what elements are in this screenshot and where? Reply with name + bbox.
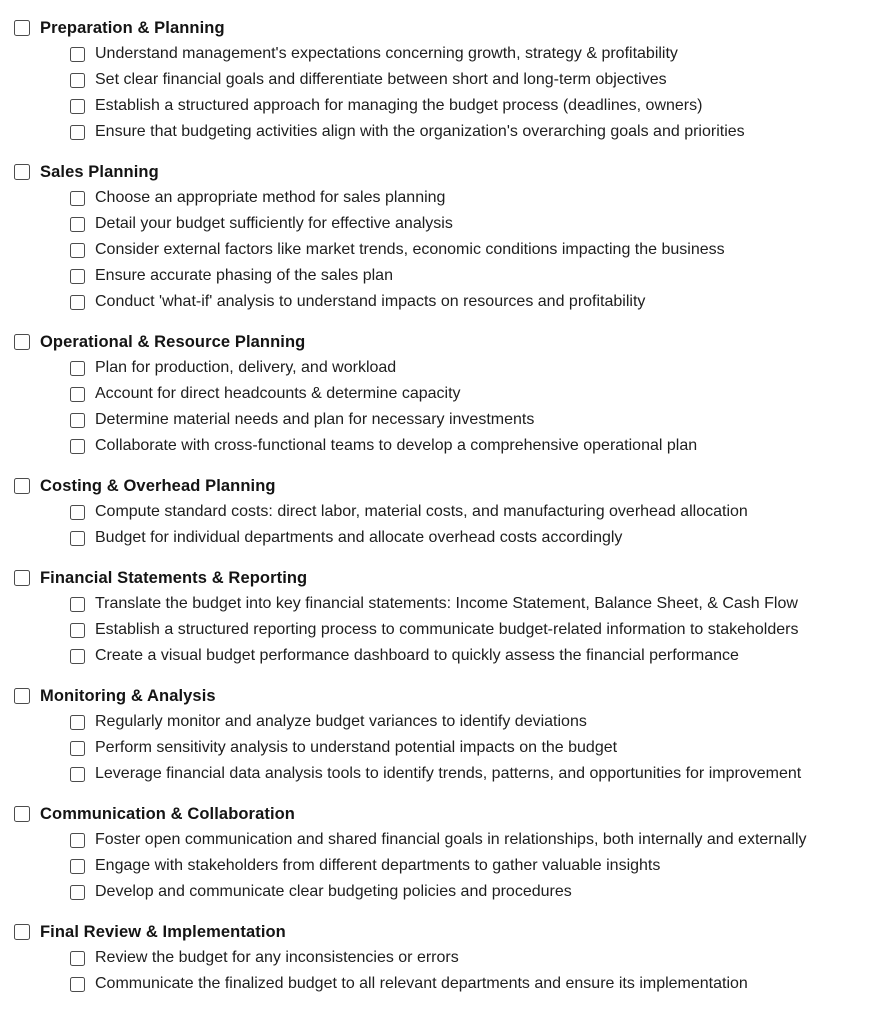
item-checkbox[interactable] (70, 977, 85, 992)
item-checkbox[interactable] (70, 125, 85, 140)
checklist-item (14, 617, 890, 643)
checklist-item (14, 407, 890, 433)
section-title: Communication & Collaboration (40, 804, 295, 823)
item-checkbox[interactable] (70, 295, 85, 310)
item-checkbox[interactable] (70, 885, 85, 900)
checklist-item (14, 761, 890, 787)
checklist-sections (14, 15, 890, 997)
item-checkbox[interactable] (70, 191, 85, 206)
section-header (14, 473, 890, 499)
item-checkbox[interactable] (70, 99, 85, 114)
section-checkbox[interactable] (14, 688, 30, 704)
checklist-item (14, 67, 890, 93)
item-label: Compute standard costs: direct labor, material costs, and manufacturing overhead allocation (95, 503, 748, 520)
item-label: Choose an appropriate method for sales planning (95, 189, 446, 206)
item-label: Review the budget for any inconsistencies or errors (95, 949, 459, 966)
item-label: Understand management's expectations concerning growth, strategy & profitability (95, 45, 678, 62)
checklist-section (14, 683, 890, 787)
checklist-section (14, 473, 890, 551)
checklist-item (14, 185, 890, 211)
item-label: Collaborate with cross-functional teams to develop a comprehensive operational plan (95, 437, 698, 454)
item-checkbox[interactable] (70, 217, 85, 232)
section-checkbox[interactable] (14, 334, 30, 350)
section-title: Financial Statements & Reporting (40, 568, 308, 587)
item-label: Communicate the finalized budget to all relevant departments and ensure its implementation (95, 975, 748, 992)
item-checkbox[interactable] (70, 859, 85, 874)
checklist-item (14, 381, 890, 407)
section-items (14, 827, 890, 905)
item-checkbox[interactable] (70, 361, 85, 376)
checklist-item (14, 93, 890, 119)
section-title: Monitoring & Analysis (40, 686, 216, 705)
checklist-item (14, 433, 890, 459)
checklist-section (14, 159, 890, 315)
section-header (14, 15, 890, 41)
item-checkbox[interactable] (70, 413, 85, 428)
checklist-item (14, 237, 890, 263)
checklist-item (14, 119, 890, 145)
checklist-item (14, 591, 890, 617)
section-items (14, 185, 890, 315)
checklist-item (14, 211, 890, 237)
checklist-item (14, 971, 890, 997)
section-header (14, 565, 890, 591)
section-checkbox[interactable] (14, 478, 30, 494)
checklist-item (14, 879, 890, 905)
item-label: Ensure accurate phasing of the sales plan (95, 267, 393, 284)
item-checkbox[interactable] (70, 649, 85, 664)
item-checkbox[interactable] (70, 269, 85, 284)
section-title: Operational & Resource Planning (40, 332, 306, 351)
section-items (14, 709, 890, 787)
checklist-item (14, 643, 890, 669)
item-label: Ensure that budgeting activities align with the organization's overarching goals and priorities (95, 123, 745, 140)
item-checkbox[interactable] (70, 439, 85, 454)
item-checkbox[interactable] (70, 951, 85, 966)
item-label: Set clear financial goals and differentiate between short and long-term objectives (95, 71, 667, 88)
section-items (14, 355, 890, 459)
section-header (14, 329, 890, 355)
section-title: Sales Planning (40, 162, 159, 181)
section-checkbox[interactable] (14, 806, 30, 822)
section-header (14, 919, 890, 945)
item-label: Establish a structured approach for managing the budget process (deadlines, owners) (95, 97, 703, 114)
item-label: Plan for production, delivery, and workload (95, 359, 397, 376)
item-label: Develop and communicate clear budgeting policies and procedures (95, 883, 572, 900)
section-items (14, 499, 890, 551)
section-header (14, 801, 890, 827)
section-items (14, 945, 890, 997)
checklist-item (14, 289, 890, 315)
item-checkbox[interactable] (70, 47, 85, 62)
section-header (14, 159, 890, 185)
section-title: Final Review & Implementation (40, 922, 286, 941)
checklist-section (14, 801, 890, 905)
item-checkbox[interactable] (70, 387, 85, 402)
item-label: Conduct 'what-if' analysis to understand impacts on resources and profitability (95, 293, 646, 310)
checklist-item (14, 525, 890, 551)
section-title: Preparation & Planning (40, 18, 225, 37)
section-items (14, 41, 890, 145)
item-checkbox[interactable] (70, 505, 85, 520)
item-label: Consider external factors like market trends, economic conditions impacting the business (95, 241, 725, 258)
item-checkbox[interactable] (70, 767, 85, 782)
item-label: Leverage financial data analysis tools to identify trends, patterns, and opportunities for improvement (95, 765, 802, 782)
item-checkbox[interactable] (70, 833, 85, 848)
item-label: Perform sensitivity analysis to understand potential impacts on the budget (95, 739, 618, 756)
item-checkbox[interactable] (70, 597, 85, 612)
section-title: Costing & Overhead Planning (40, 476, 276, 495)
item-label: Foster open communication and shared financial goals in relationships, both internally and externally (95, 831, 807, 848)
item-label: Detail your budget sufficiently for effective analysis (95, 215, 453, 232)
checklist-section (14, 919, 890, 997)
item-label: Account for direct headcounts & determine capacity (95, 385, 461, 402)
checklist-item (14, 945, 890, 971)
checklist-section (14, 15, 890, 145)
item-checkbox[interactable] (70, 531, 85, 546)
checklist-item (14, 263, 890, 289)
item-label: Translate the budget into key financial statements: Income Statement, Balance Sheet, & Cash Flow (95, 595, 798, 612)
section-checkbox[interactable] (14, 924, 30, 940)
item-checkbox[interactable] (70, 623, 85, 638)
item-checkbox[interactable] (70, 73, 85, 88)
checklist-item (14, 853, 890, 879)
section-checkbox[interactable] (14, 570, 30, 586)
checklist-item (14, 827, 890, 853)
checklist-item (14, 355, 890, 381)
checklist-item (14, 735, 890, 761)
item-checkbox[interactable] (70, 243, 85, 258)
item-label: Determine material needs and plan for necessary investments (95, 411, 535, 428)
item-label: Establish a structured reporting process to communicate budget-related information to stakeholders (95, 621, 799, 638)
item-checkbox[interactable] (70, 741, 85, 756)
item-label: Engage with stakeholders from different departments to gather valuable insights (95, 857, 661, 874)
item-label: Regularly monitor and analyze budget variances to identify deviations (95, 713, 587, 730)
item-label: Create a visual budget performance dashboard to quickly assess the financial performance (95, 647, 739, 664)
checklist-section (14, 329, 890, 459)
checklist-item (14, 41, 890, 67)
item-checkbox[interactable] (70, 715, 85, 730)
section-items (14, 591, 890, 669)
checklist-section (14, 565, 890, 669)
section-checkbox[interactable] (14, 20, 30, 36)
item-label: Budget for individual departments and allocate overhead costs accordingly (95, 529, 623, 546)
section-checkbox[interactable] (14, 164, 30, 180)
checklist-item (14, 709, 890, 735)
checklist-item (14, 499, 890, 525)
section-header (14, 683, 890, 709)
